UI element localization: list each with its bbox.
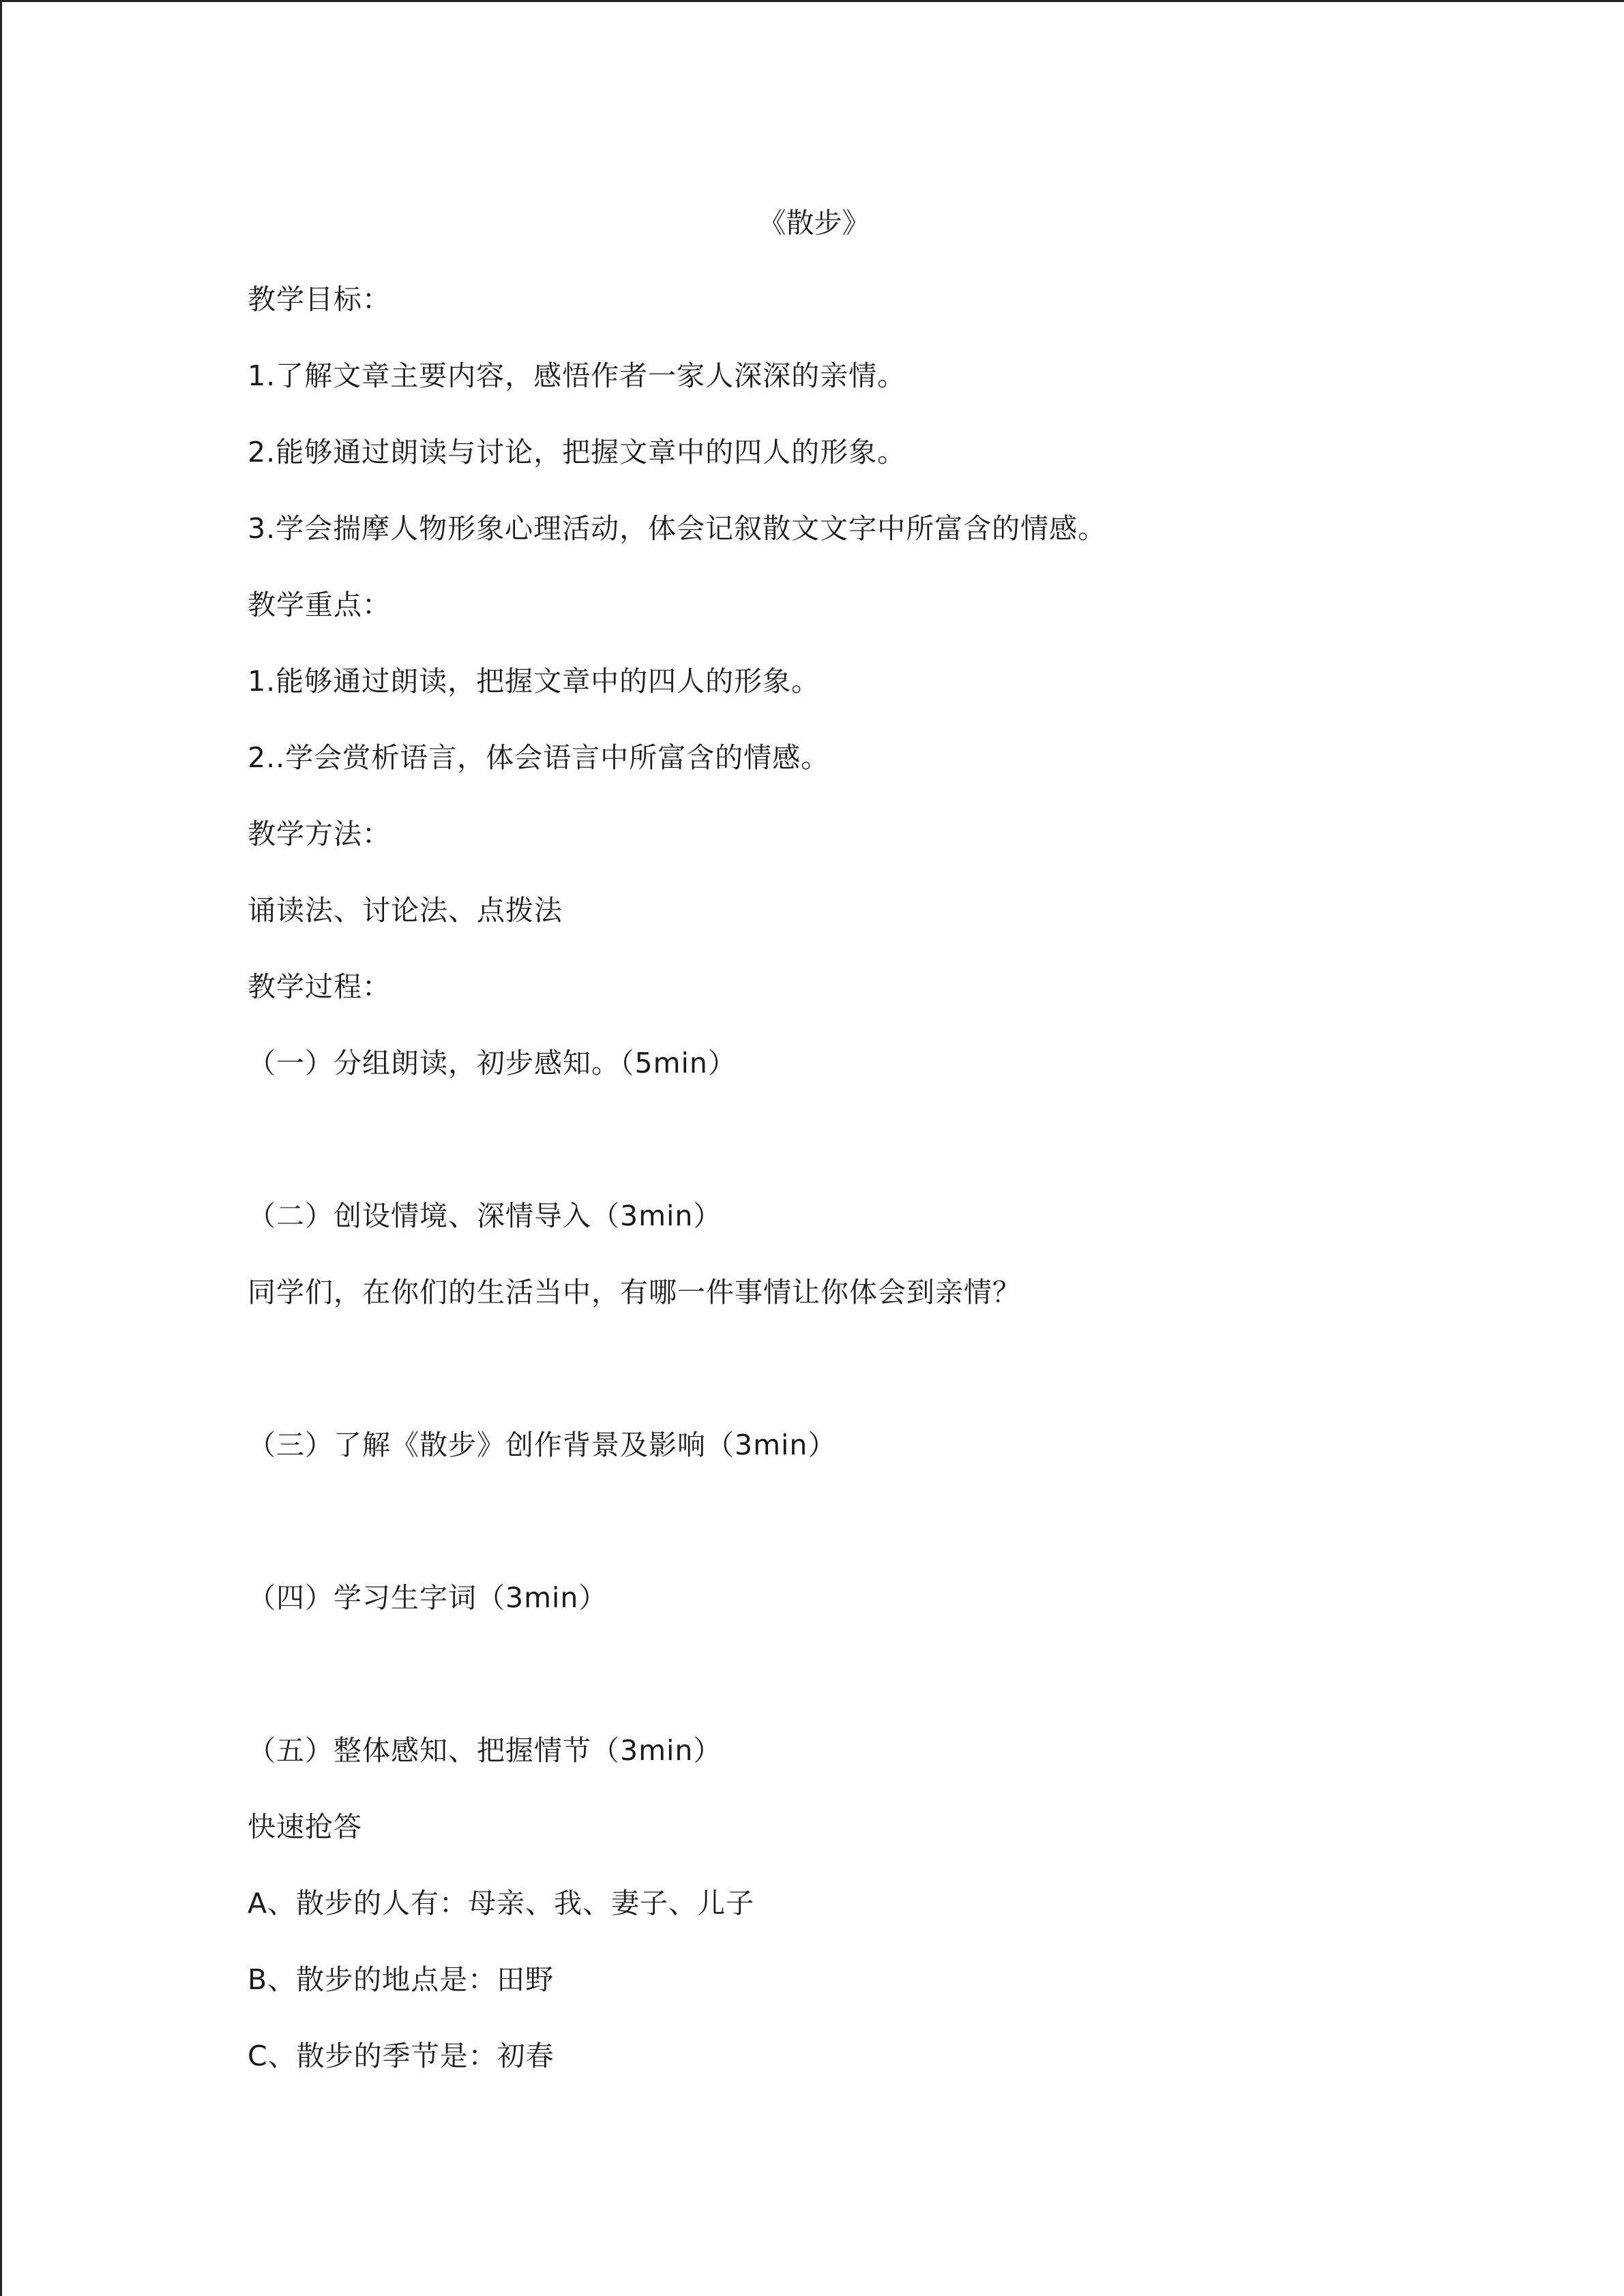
quick-answer-heading: 快速抢答	[248, 1810, 362, 1843]
document-title: 《散步》	[758, 207, 870, 239]
section-heading-objectives: 教学目标：	[248, 283, 391, 316]
process-step-5: （五）整体感知、把握情节（3min）	[248, 1734, 722, 1767]
process-step-3: （三）了解《散步》创作背景及影响（3min）	[248, 1429, 837, 1461]
objective-item-2: 2.能够通过朗读与讨论，把握文章中的四人的形象。	[248, 436, 906, 468]
process-step-1: （一）分组朗读，初步感知。（5min）	[248, 1047, 737, 1079]
section-heading-process: 教学过程：	[248, 970, 391, 1003]
quick-answer-a: A、散步的人有：母亲、我、妻子、儿子	[248, 1887, 755, 1920]
quick-answer-c: C、散步的季节是：初春	[248, 2040, 555, 2072]
objective-item-3: 3.学会揣摩人物形象心理活动，体会记叙散文文字中所富含的情感。	[248, 512, 1107, 545]
section-heading-methods: 教学方法：	[248, 818, 391, 850]
process-step-2-question: 同学们，在你们的生活当中，有哪一件事情让你体会到亲情？	[248, 1276, 1021, 1309]
key-point-item-1: 1.能够通过朗读，把握文章中的四人的形象。	[248, 665, 821, 698]
quick-answer-b: B、散步的地点是：田野	[248, 1963, 555, 1996]
key-point-item-2: 2..学会赏析语言，体会语言中所富含的情感。	[248, 741, 830, 774]
process-step-2: （二）创设情境、深情导入（3min）	[248, 1199, 722, 1232]
methods-text: 诵读法、讨论法、点拨法	[248, 894, 563, 927]
process-step-4: （四）学习生字词（3min）	[248, 1581, 608, 1614]
objective-item-1: 1.了解文章主要内容，感悟作者一家人深深的亲情。	[248, 359, 906, 392]
section-heading-key-points: 教学重点：	[248, 588, 391, 621]
